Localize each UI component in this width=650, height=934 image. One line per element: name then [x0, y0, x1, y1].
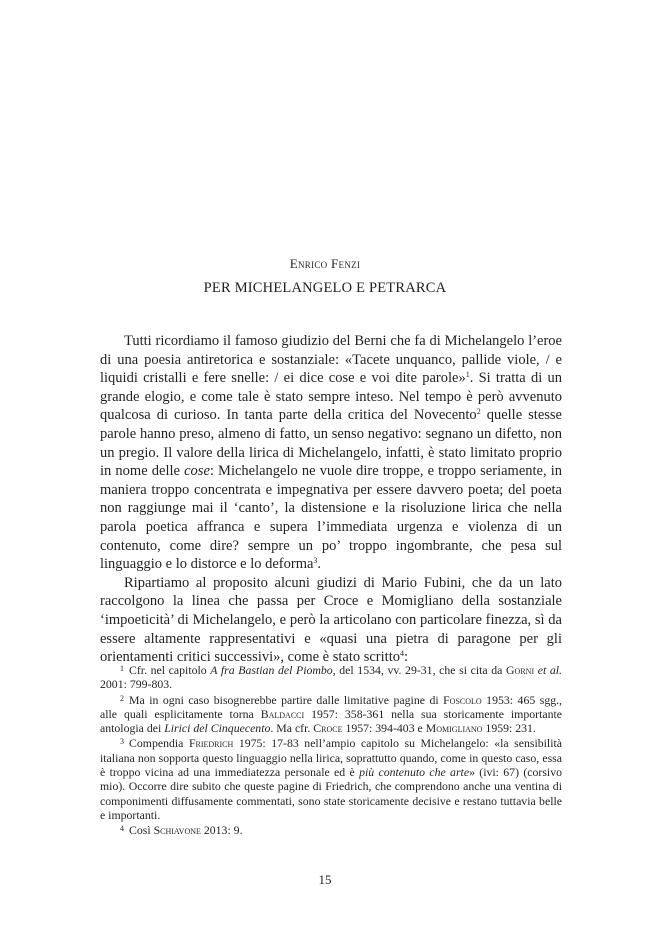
author-name: Croce: [313, 721, 343, 736]
footnote-2: [100, 692, 562, 736]
footnote-ref-3: 3: [313, 556, 318, 566]
author-name: Friedrich: [188, 736, 234, 751]
footnotes: [100, 662, 562, 838]
text-span: Così: [129, 823, 154, 838]
author-name: Baldacci: [260, 706, 305, 721]
text-span: . Ma cfr.: [270, 721, 314, 736]
text-span: :: [403, 649, 409, 666]
text-span: Cfr. nel capitolo: [129, 663, 211, 677]
text-span: 1957: 358-361 nella sua storicamente importante antologia dei: [100, 706, 562, 736]
footnote-4: [100, 822, 562, 837]
author-name: Schiavone: [153, 823, 201, 838]
author-name: Gorni: [506, 663, 535, 677]
text-span: 1959: 231.: [482, 721, 536, 736]
page-number: 15: [318, 872, 332, 887]
text-span: . Si tratta di un grande elogio, e come tale è stato sempre inteso. Nel tempo è però avvenuto qualcosa di curioso. In tanta parte della critica del Novecento: [100, 370, 562, 424]
italic-quote: più contenuto che arte: [359, 765, 470, 780]
text-span: Tutti ricordiamo il famoso giudizio del Berni che fa di Michelangelo l’eroe di una poesia antiretorica e sostanziale: «Tacete unquanco, pallide viole, / e liquidi cristalli e fere snelle: / ei dice cose e voi dite parole»: [100, 333, 562, 387]
text-span: Ripartiamo al proposito alcuni giudizi di Mario Fubini, che da un lato raccolgono la linea che passa per Croce e Momigliano della sostanziale ‘impoeticità’ di Michelangelo, e però la articolano con particolare finezza, sì da essere altamente rappresentativi e «quasi una pietra di paragone per gli orientamenti critici successivi», come è stato scritto: [100, 574, 562, 666]
italic-title: A fra Bastian del Piombo: [210, 663, 333, 677]
footnote-ref-4: 4: [399, 649, 404, 659]
footnote-1: [100, 662, 562, 692]
footnote-3: [100, 735, 562, 822]
footnote-ref-2: 2: [476, 407, 481, 417]
text-span: : Michelangelo ne vuole dire troppe, e troppo seriamente, in maniera troppo concentrata e impegnativa per essere davvero poeta; del poeta non raggiunge mai il ‘canto’, la distensione e la risoluzione lirica che nella parola poetica affranca e supera l’immediata urgenza e violenza di un contenuto, come dire? sempre un po’ troppo ingombrante, che pesa sul linguaggio e lo distorce e lo deforma: [100, 463, 563, 573]
text-span: 2001: 799-803.: [100, 677, 173, 692]
main-text: [100, 332, 562, 667]
author-name: Momigliano: [425, 721, 483, 736]
text-span: quelle stesse parole hanno preso, almeno di fatto, un senso negativo: segnano un difetto, non un pregio. Il valore della lirica di Michelangelo, infatti, è stato limitato proprio in nome delle: [100, 407, 562, 480]
text-span: 1975: 17-83 nell’ampio capitolo su Michelangelo: «la sensibilità italiana non sopporta questo linguaggio nella lirica, soprattutto quando, come in questo caso, essa è troppo vicina ad una immediatezza personale ed è: [100, 736, 562, 780]
text-span: 2013: 9.: [200, 823, 243, 838]
text-span: Compendia: [129, 736, 189, 751]
italic-title: Lirici del Cinquecento: [164, 721, 271, 736]
text-span: , del 1534, vv. 29-31, che si cita da: [332, 663, 507, 677]
footnote-number: 1: [120, 664, 124, 673]
footnote-number: 2: [120, 693, 124, 703]
text-span: .: [317, 556, 322, 573]
footnote-number: 3: [120, 737, 124, 747]
italic-term: cose: [184, 463, 210, 480]
paragraph-2: [100, 574, 562, 667]
footnote-number: 4: [120, 824, 124, 834]
text-span: » (ivi: 67) (corsivo mio). Occorre dire subito che queste pagine di Friedrich, che comprendono anche una ventina di componimenti diffusamente commentati, sono state storicamente decisive e restano tuttavia belle e importanti.: [100, 765, 562, 822]
text-span: 1957: 394-403 e: [342, 721, 426, 736]
text-span: 1953: 465 sgg., alle quali esplicitamente torna: [100, 692, 563, 721]
chapter-author: Enrico Fenzi: [289, 256, 361, 271]
italic-term: et al.: [537, 663, 562, 677]
text-span: Ma in ogni caso bisognerebbe partire dalle limitative pagine di: [129, 692, 444, 707]
author-name: Foscolo: [443, 692, 482, 707]
chapter-title: PER MICHELANGELO E PETRARCA: [203, 280, 447, 296]
paragraph-1: [100, 332, 562, 574]
footnote-ref-1: 1: [465, 370, 470, 380]
